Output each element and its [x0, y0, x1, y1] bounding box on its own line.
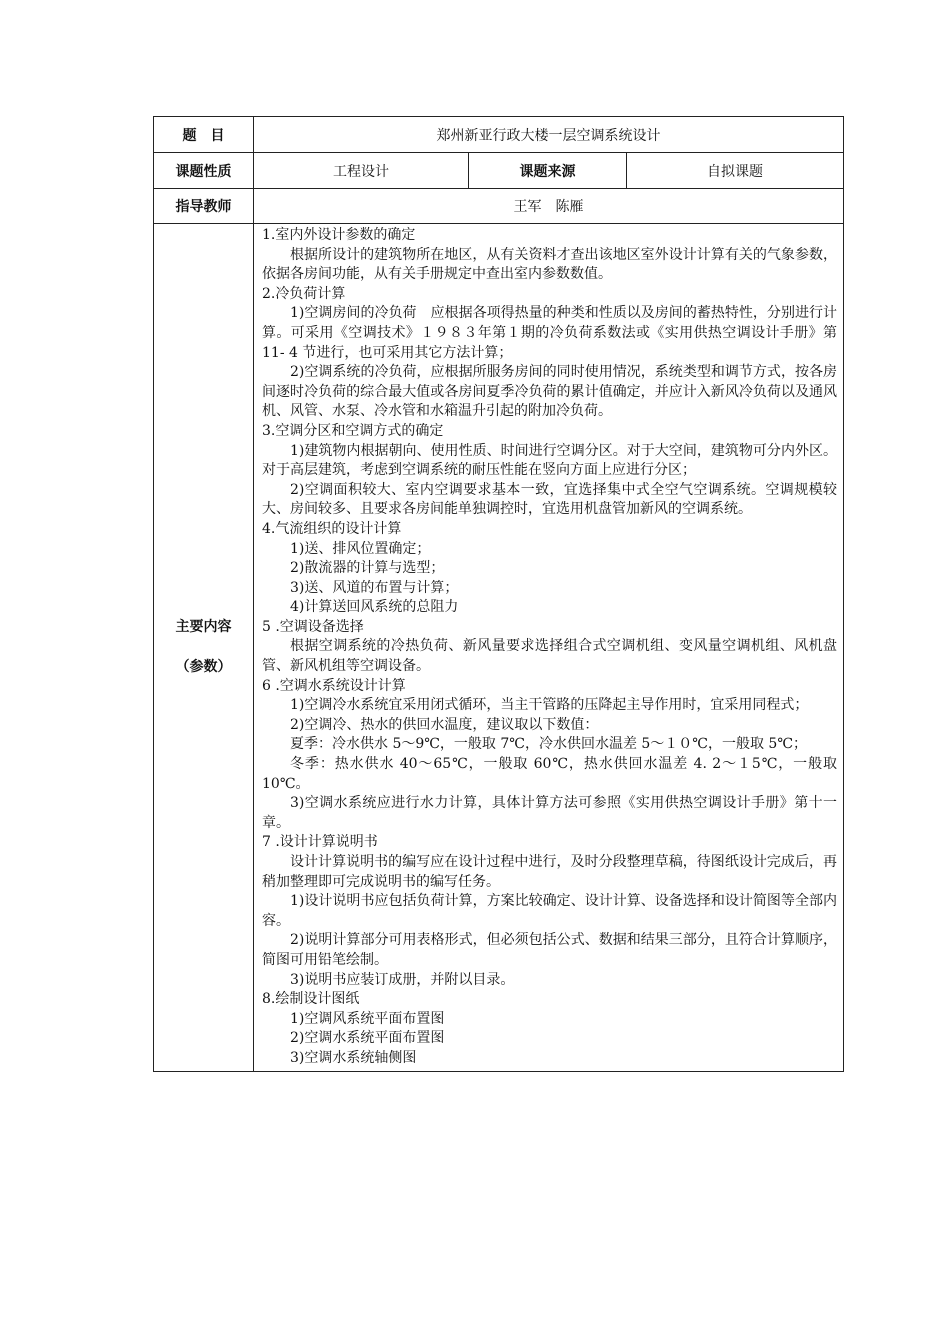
content-paragraph: 7 .设计计算说明书	[262, 834, 378, 851]
content-paragraph: 1)空调风系统平面布置图	[290, 1010, 445, 1027]
content-paragraph: 1)空调房间的冷负荷 应根据各项得热量的种类和性质以及房间的蓄热特性，分别进行计算。可采用《空调技术》１９８３年第１期的冷负荷系数法或《实用供热空调设计手册》第11- 4 节进行，也可采用其它方法计算；	[262, 305, 837, 361]
content-paragraph: 1)建筑物内根据朝向、使用性质、时间进行空调分区。对于大空间，建筑物可分内外区。对于高层建筑，考虑到空调系统的耐压性能在竖向方面上应进行分区；	[262, 442, 837, 479]
content-paragraph: 6 .空调水系统设计计算	[262, 677, 406, 694]
content-paragraph: 3)说明书应装订成册，并附以目录。	[290, 971, 515, 988]
content-paragraph: 2)空调系统的冷负荷，应根据所服务房间的同时使用情况，系统类型和调节方式，按各房间逐时冷负荷的综合最大值或各房间夏季冷负荷的累计值确定，并应计入新风冷负荷以及通风机、风管、水泵、冷水管和水箱温升引起的附加冷负荷。	[262, 364, 837, 420]
teacher-value: 王军 陈雁	[254, 189, 844, 224]
content-paragraph: 3)空调水系统应进行水力计算，具体计算方法可参照《实用供热空调设计手册》第十一章。	[262, 795, 837, 831]
task-table	[153, 116, 844, 1072]
content-label: 主要内容	[175, 619, 232, 636]
content-paragraph: 2)说明计算部分可用表格形式，但必须包括公式、数据和结果三部分，且符合计算顺序，简图可用铅笔绘制。	[262, 932, 837, 968]
content-paragraph: 1)设计说明书应包括负荷计算，方案比较确定、设计计算、设备选择和设计简图等全部内容。	[262, 893, 837, 929]
nature-label: 课题性质	[154, 153, 254, 189]
content-paragraph: 3)送、风道的布置与计算；	[290, 579, 459, 596]
content-paragraph: 2.冷负荷计算	[262, 285, 346, 302]
title-label: 题 目	[154, 117, 254, 153]
title-value: 郑州新亚行政大楼一层空调系统设计	[254, 117, 844, 153]
content-paragraph: 夏季：冷水供水 5～9℃，一般取 7℃，冷水供回水温差 5～１０℃，一般取 5℃；	[290, 736, 807, 753]
content-paragraph: 8.绘制设计图纸	[262, 991, 360, 1008]
content-paragraph: 3)空调水系统轴侧图	[290, 1049, 417, 1066]
content-paragraph: 5 .空调设备选择	[262, 618, 364, 635]
content-paragraph: 2)空调冷、热水的供回水温度，建议取以下数值：	[290, 716, 599, 733]
content-paragraph: 2)散流器的计算与选型；	[290, 560, 445, 577]
content-paragraph: 冬季：热水供水 40～65℃，一般取 60℃，热水供回水温差 4. 2～１5℃，一般取 10℃。	[262, 756, 837, 792]
content-paragraph: 4)计算送回风系统的总阻力	[290, 599, 459, 616]
content-paragraph: 2)空调水系统平面布置图	[290, 1030, 445, 1047]
content-paragraph: 3.空调分区和空调方式的确定	[262, 422, 444, 439]
content-paragraph: 4.气流组织的设计计算	[262, 520, 402, 537]
teacher-label: 指导教师	[154, 189, 254, 224]
content-paragraph: 设计计算说明书的编写应在设计过程中进行，及时分段整理草稿，待图纸设计完成后，再稍加整理即可完成说明书的编写任务。	[262, 854, 837, 890]
content-paragraph: 根据所设计的建筑物所在地区，从有关资料才查出该地区室外设计计算有关的气象参数，依据各房间功能，从有关手册规定中查出室内参数数值。	[262, 246, 837, 283]
content-paragraph: 2)空调面积较大、室内空调要求基本一致，宜选择集中式全空气空调系统。空调规模较大、房间较多、且要求各房间能单独调控时，宜选用机盘管加新风的空调系统。	[262, 481, 837, 518]
content-paragraph: 1.室内外设计参数的确定	[262, 227, 416, 243]
content-label-params: （参数）	[175, 659, 232, 676]
source-value: 自拟课题	[627, 153, 844, 189]
content-paragraph: 根据空调系统的冷热负荷、新风量要求选择组合式空调机组、变风量空调机组、风机盘管、新风机组等空调设备。	[262, 638, 837, 675]
source-label: 课题来源	[469, 153, 627, 189]
content-paragraph: 1)送、排风位置确定；	[290, 540, 431, 557]
nature-value: 工程设计	[254, 153, 469, 189]
content-label-cell	[154, 224, 254, 1072]
content-paragraph: 1)空调冷水系统宜采用闭式循环，当主干管路的压降起主导作用时，宜采用同程式；	[290, 697, 809, 714]
content-body	[254, 224, 844, 1072]
